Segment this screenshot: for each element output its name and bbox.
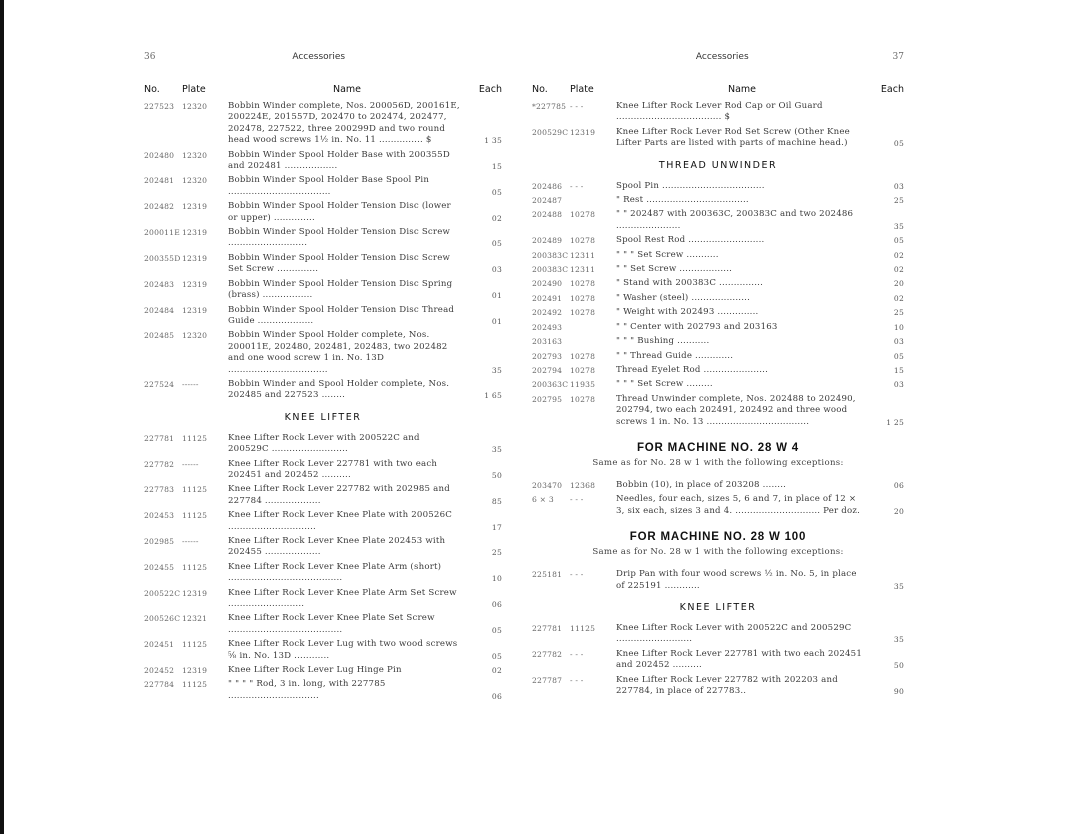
part-description: Spool Rest Rod .......................... [616,235,765,246]
part-row [532,278,904,289]
plate-number: - - - [570,649,584,659]
plate-number: 12320 [182,150,208,160]
part-description: Knee Lifter Rock Lever 227782 with 202203 and 227784, in place of 227783.. [616,674,838,696]
part-price: 10 [491,574,502,584]
plate-number: 10278 [570,394,596,404]
part-description: Knee Lifter Rock Lever Knee Plate Arm Set Screw .......................... [228,587,457,610]
part-description: " " " " Rod, 3 in. long, with 227785 ............................... [228,679,386,701]
part-price: 01 [491,316,502,326]
parts-list [532,101,904,150]
parts-list [532,569,904,592]
plate-number: - - - [570,181,584,191]
part-number: 202481 [144,176,175,186]
part-description: Knee Lifter Rock Lever Knee Plate 202453 with 202455 ................... [228,536,446,558]
plate-number: 12320 [182,176,208,186]
part-number: 202490 [532,279,563,289]
part-row [532,181,904,192]
part-description: " " Center with 202793 and 203163 [616,321,778,332]
part-price: 05 [893,139,904,149]
part-number: 227524 [144,379,175,389]
part-number: 202480 [144,150,175,160]
part-price: 25 [491,548,502,558]
machine-heading: FOR MACHINE NO. 28 W 100 [629,531,807,544]
part-number: 225181 [532,570,563,580]
part-row [144,279,502,302]
part-row [532,322,904,333]
part-number: 200363C [532,380,569,390]
part-number: 202492 [532,308,563,318]
part-row [532,351,904,362]
part-price: 05 [893,351,904,361]
part-number: 202455 [144,562,175,572]
left-page [144,52,502,705]
plate-number: 11125 [182,640,208,650]
part-description: Bobbin Winder Spool Holder Tension Disc Spring (brass) ................. [228,278,453,301]
part-number: 203470 [532,480,563,490]
part-row [532,127,904,150]
plate-number: 12320 [182,331,208,341]
page-number: 37 [892,52,904,62]
exceptions-note: Same as for No. 28 w 1 with the following exceptions: [592,547,844,558]
part-row [144,510,502,533]
plate-number: - - - [570,675,584,685]
plate-number: ------ [182,379,199,389]
part-price: 50 [491,470,502,480]
part-number: 202488 [532,210,563,220]
plate-number: 12319 [182,253,208,263]
part-number: 200011E [144,228,180,238]
part-number: 227787 [532,675,563,685]
part-description: " Stand with 200383C ............... [616,278,764,289]
plate-number: 10278 [570,293,596,303]
part-description: Needles, four each, sizes 5, 6 and 7, in place of 12 × 3, six each, sizes 3 and 4. ............................. Per doz. [616,494,861,516]
part-row [532,675,904,698]
page-header-title: Accessories [695,52,749,62]
section-heading: THREAD UNWINDER [658,159,778,171]
part-number: 202482 [144,202,175,212]
part-price: 02 [893,265,904,275]
part-row [144,484,502,507]
part-row [532,250,904,261]
part-row [144,379,502,402]
part-description: " " " Set Screw ........... [616,249,719,260]
left-page-header [144,52,502,66]
part-price: 02 [491,213,502,223]
part-row [144,459,502,482]
column-headers [532,84,904,95]
part-description: Knee Lifter Rock Lever 227781 with two each 202451 and 202452 .......... [616,648,863,671]
part-price: 35 [893,581,904,591]
section-heading: KNEE LIFTER [679,601,757,613]
part-price: 1 35 [484,136,502,146]
plate-number: 11125 [570,623,596,633]
part-number: 202452 [144,666,175,676]
part-price: 35 [893,635,904,645]
plate-number: 10278 [570,351,596,361]
part-number: 200529C [532,127,569,137]
part-number: 202487 [532,196,563,206]
part-description: Drip Pan with four wood screws ½ in. No. 5, in place of 225191 ............ [616,569,857,591]
part-row [532,494,904,517]
part-row [144,330,502,376]
plate-number: 11125 [182,433,208,443]
part-row [532,623,904,646]
part-row [532,394,904,428]
part-number: 202493 [532,322,563,332]
part-description: " Rest ................................... [616,195,749,206]
part-description: Thread Unwinder complete, Nos. 202488 to 202490, 202794, two each 202491, 202492 and three wood screws 1 in. No. 13 ................................... [616,393,856,427]
section-heading: KNEE LIFTER [284,411,362,423]
part-price: 25 [893,196,904,206]
part-row [144,433,502,456]
plate-number: 11125 [182,562,208,572]
part-row [532,293,904,304]
plate-number: 11935 [570,380,596,390]
part-row [144,562,502,585]
right-page-header [532,52,904,66]
plate-number: 10278 [570,308,596,318]
part-price: 03 [893,337,904,347]
part-price: 06 [491,691,502,701]
part-number: 202489 [532,236,563,246]
col-no: No. [532,84,548,95]
part-description: Knee Lifter Rock Lever 227782 with 202985 and 227784 ................... [228,484,450,506]
part-description: " " 202487 with 200363C, 200383C and two 202486 ...................... [616,209,854,231]
part-number: 202483 [144,279,175,289]
part-number: 202453 [144,511,175,521]
part-description: Bobbin Winder Spool Holder Tension Disc Thread Guide ................... [228,304,455,326]
part-number: 227782 [532,649,563,659]
part-description: Knee Lifter Rock Lever Knee Plate with 200526C .............................. [228,510,453,532]
machine-heading: FOR MACHINE NO. 28 W 4 [636,441,799,454]
plate-number: 10278 [570,279,596,289]
part-number: 227782 [144,459,175,469]
part-price: 05 [491,239,502,249]
plate-number: - - - [570,102,584,111]
part-description: Bobbin Winder and Spool Holder complete, Nos. 202485 and 227523 ........ [228,378,450,401]
col-name: Name [727,84,757,95]
part-number: 202451 [144,640,175,650]
part-row [532,480,904,491]
part-price: 06 [491,600,502,610]
plate-number: 12319 [182,202,208,212]
plate-number [570,322,616,333]
part-description: Bobbin Winder Spool Holder complete, Nos. 200011E, 202480, 202481, 202483, two 202482 and one wood screw 1 in. No. 13D .................................. [228,330,448,375]
part-description: Bobbin Winder Spool Holder Tension Disc Screw ........................... [228,227,451,249]
parts-list [144,101,502,402]
part-description: " Weight with 202493 .............. [616,307,759,318]
part-price: 05 [491,651,502,661]
part-price: 03 [893,181,904,191]
part-number: 200522C [144,588,181,598]
part-description: Knee Lifter Rock Lever Knee Plate Arm (short) ....................................... [228,561,442,584]
part-number: 202484 [144,305,175,315]
part-price: 25 [893,308,904,318]
col-each: Each [478,84,502,95]
part-description: Knee Lifter Rock Lever Lug with two wood screws ⅝ in. No. 13D ............ [228,639,458,661]
plate-number [570,336,616,347]
part-description: Bobbin (10), in place of 203208 ........ [616,479,787,490]
parts-list [532,181,904,428]
part-number: 227781 [144,433,175,443]
part-description: " Washer (steel) .................... [616,292,751,303]
part-number: 202795 [532,394,563,404]
plate-number: 12319 [570,127,596,137]
part-price: 05 [491,625,502,635]
part-price: 50 [893,661,904,671]
plate-number: 12321 [182,614,208,624]
part-description: Bobbin Winder Spool Holder Base Spool Pin ................................... [228,175,430,197]
part-row [532,649,904,672]
part-price: 10 [893,322,904,332]
part-description: " " " Bushing ........... [616,336,710,347]
part-description: Knee Lifter Rock Lever Rod Cap or Oil Guard .................................... $ [616,101,823,123]
col-plate: Plate [570,84,594,95]
part-row [532,209,904,232]
plate-number: 12320 [182,102,208,111]
plate-number: 10278 [570,236,596,246]
parts-list [532,480,904,517]
part-row [144,150,502,173]
plate-number: 11125 [182,485,208,495]
plate-number: ------ [182,537,199,546]
part-row [532,235,904,246]
part-number: 202485 [144,331,175,341]
plate-number: 11125 [182,680,208,690]
part-row [144,665,502,676]
part-number: 227784 [144,680,175,690]
plate-number: 12368 [570,480,596,490]
part-row [532,101,904,124]
part-number: 202794 [532,365,563,375]
part-description: Knee Lifter Rock Lever Lug Hinge Pin [228,665,402,676]
part-row [144,639,502,662]
col-name: Name [332,84,362,95]
part-row [532,336,904,347]
part-price: 85 [491,496,502,506]
part-price: 06 [893,480,904,490]
part-row [532,307,904,318]
plate-number: 10278 [570,365,596,375]
part-number: *227785 [532,102,567,111]
part-number: 203163 [532,337,563,347]
part-number: 227523 [144,102,175,111]
part-number: 202486 [532,181,563,191]
part-price: 1 25 [886,417,904,427]
part-price: 15 [893,365,904,375]
part-number: 227783 [144,485,175,495]
right-page [532,52,904,700]
col-no: No. [144,84,160,95]
part-price: 03 [893,380,904,390]
plate-number: 12319 [182,228,208,238]
part-price: 05 [491,187,502,197]
part-price: 02 [491,666,502,676]
part-number: 202985 [144,537,175,546]
parts-list [532,623,904,697]
part-price: 20 [893,279,904,289]
part-row [144,201,502,224]
part-row [144,175,502,198]
page-edge-bar [0,0,4,834]
part-description: Knee Lifter Rock Lever 227781 with two each 202451 and 202452 .......... [228,458,438,480]
part-description: Bobbin Winder Spool Holder Tension Disc (lower or upper) .............. [228,201,451,223]
part-number: 200383C [532,250,569,260]
part-row [532,264,904,275]
part-description: " " Thread Guide ............. [616,350,734,361]
plate-number: 12319 [182,666,208,676]
plate-number: 12311 [570,250,596,260]
plate-number: 12319 [182,279,208,289]
part-price: 90 [893,687,904,696]
part-row [532,195,904,206]
part-number: 202491 [532,293,563,303]
part-price: 35 [491,365,502,375]
col-each: Each [880,84,904,95]
exceptions-note: Same as for No. 28 w 1 with the following exceptions: [592,457,844,468]
part-description: Bobbin Winder Spool Holder Tension Disc Screw Set Screw .............. [228,252,451,275]
part-number: 200383C [532,265,569,275]
part-number: 200526C [144,614,181,624]
part-description: Knee Lifter Rock Lever with 200522C and 200529C .......................... [228,432,420,455]
plate-number: - - - [570,570,584,580]
part-row [532,379,904,390]
part-number: 200355D [144,253,181,263]
plate-number: 12319 [182,588,208,598]
part-number: 6 × 3 [532,495,554,505]
plate-number: 10278 [570,210,596,220]
col-plate: Plate [182,84,206,95]
part-number: 227781 [532,623,563,633]
plate-number: - - - [570,495,584,505]
part-row [144,588,502,611]
part-price: 35 [491,445,502,455]
page-header-title: Accessories [292,52,346,62]
part-row [144,613,502,636]
part-description: Knee Lifter Rock Lever Knee Plate Set Screw ....................................... [228,613,435,635]
plate-number: 11125 [182,511,208,521]
part-price: 01 [491,291,502,301]
part-price: 05 [893,236,904,246]
plate-number [570,195,616,206]
page-number: 36 [144,52,156,62]
part-price: 17 [491,522,502,532]
part-row [144,536,502,559]
part-row [144,679,502,702]
plate-number: 12319 [182,305,208,315]
part-description: Spool Pin ................................... [616,180,765,191]
part-row [144,227,502,250]
part-price: 20 [893,506,904,516]
part-price: 02 [893,293,904,303]
part-description: Bobbin Winder Spool Holder Base with 200355D and 202481 .................. [228,149,450,172]
part-row [144,253,502,276]
part-description: Knee Lifter Rock Lever with 200522C and 200529C .......................... [616,622,852,645]
part-row [144,305,502,328]
part-row [532,569,904,592]
part-price: 02 [893,250,904,260]
part-description: Thread Eyelet Rod ...................... [616,364,769,375]
part-description: " " Set Screw .................. [616,264,733,275]
parts-list [144,433,502,703]
part-row [144,101,502,147]
part-price: 1 65 [484,391,502,401]
plate-number: 12311 [570,265,596,275]
part-number: 202793 [532,351,563,361]
plate-number: ------ [182,459,199,469]
part-description: Bobbin Winder complete, Nos. 200056D, 200161E, 200224E, 201557D, 202470 to 202474, 202477, 202478, 227522, three 200299D and two round head wood screws 1½ in. No. 11 ............... $ [228,101,460,146]
part-description: " " " Set Screw ......... [616,379,713,390]
part-description: Knee Lifter Rock Lever Rod Set Screw (Other Knee Lifter Parts are listed with parts of machine head.) [616,126,850,149]
part-row [532,365,904,376]
part-price: 35 [893,221,904,231]
part-price: 03 [491,265,502,275]
part-price: 15 [491,162,502,172]
column-headers [144,84,502,95]
